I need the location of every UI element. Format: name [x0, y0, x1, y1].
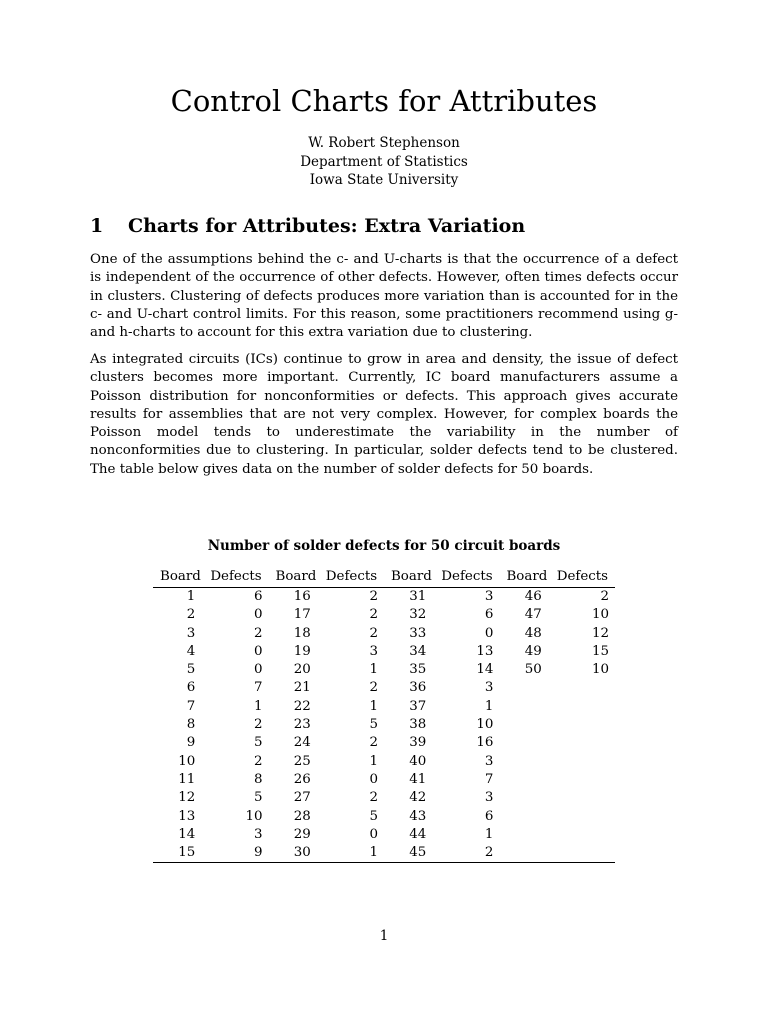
- board-cell: 20: [293, 662, 311, 678]
- defects-cell: 3: [484, 680, 494, 696]
- board-cell: 28: [293, 808, 311, 824]
- column-header-defects: Defects: [323, 568, 384, 588]
- defects-cell: 9: [207, 844, 268, 863]
- defects-cell: [554, 753, 615, 771]
- board-cell: 12: [178, 790, 196, 806]
- section-heading: [90, 214, 525, 238]
- defects-cell: 2: [369, 790, 378, 806]
- defects-cell: 7: [253, 680, 263, 696]
- board-cell: 34: [409, 643, 427, 659]
- defects-cell: 1: [369, 662, 378, 678]
- board-cell: 27: [293, 790, 311, 806]
- defects-cell: 6: [484, 607, 494, 623]
- defects-cell: 2: [600, 589, 609, 604]
- table-row: [153, 826, 615, 844]
- table-row: [153, 844, 615, 863]
- defects-cell: 1: [369, 698, 378, 714]
- section-title: Charts for Attributes: Extra Variation: [128, 215, 526, 237]
- defects-cell: [554, 734, 615, 752]
- defects-cell: 1: [323, 844, 384, 863]
- board-cell: [499, 844, 553, 863]
- defects-cell: 13: [476, 643, 494, 659]
- board-cell: 44: [409, 826, 427, 842]
- board-cell: 31: [409, 589, 427, 604]
- defects-cell: 0: [253, 607, 263, 623]
- defects-cell: [554, 698, 615, 716]
- table-row: [153, 679, 615, 697]
- board-cell: 5: [186, 662, 196, 678]
- defects-cell: [554, 716, 615, 734]
- defects-cell: 3: [369, 643, 378, 659]
- board-cell: 10: [178, 753, 196, 769]
- defects-cell: 2: [369, 735, 378, 751]
- board-cell: 43: [409, 808, 427, 824]
- board-cell: 19: [293, 643, 311, 659]
- defects-cell: [554, 679, 615, 697]
- defects-cell: 10: [476, 717, 494, 733]
- defects-cell: 2: [369, 589, 378, 604]
- defects-cell: 6: [253, 589, 263, 604]
- defects-cell: 10: [591, 607, 609, 623]
- board-cell: 2: [186, 607, 196, 623]
- board-cell: [499, 771, 553, 789]
- board-cell: 45: [384, 844, 438, 863]
- table-row: [153, 588, 615, 607]
- board-cell: 7: [186, 698, 196, 714]
- board-cell: [499, 789, 553, 807]
- board-cell: 26: [293, 771, 311, 787]
- defects-cell: 10: [245, 808, 263, 824]
- defects-cell: 0: [253, 662, 263, 678]
- defects-cell: 15: [591, 643, 609, 659]
- board-cell: 23: [293, 717, 311, 733]
- board-cell: 21: [293, 680, 311, 696]
- defects-cell: 0: [369, 826, 378, 842]
- board-cell: 30: [268, 844, 322, 863]
- board-cell: 38: [409, 717, 427, 733]
- defects-cell: [554, 789, 615, 807]
- board-cell: 36: [409, 680, 427, 696]
- solder-defects-table: [153, 568, 615, 863]
- board-cell: [499, 698, 553, 716]
- column-header-board: Board: [384, 568, 438, 588]
- defects-cell: 2: [253, 625, 263, 641]
- board-cell: [499, 826, 553, 844]
- defects-cell: 2: [253, 717, 263, 733]
- board-cell: 24: [293, 735, 311, 751]
- board-cell: 4: [186, 643, 196, 659]
- table-row: [153, 734, 615, 752]
- board-cell: 1: [186, 589, 196, 604]
- board-cell: 8: [186, 717, 196, 733]
- paragraph-1: One of the assumptions behind the c- and U-charts is that the occurrence of a defect is independent of the occurrence of other defects. However, often times defects occur in clusters. Clustering of defects produces more variation than is accounted for in the c- and U-chart control limits. For this reason, some practitioners recommend using g- and h-charts to account for this extra variation due to clustering.: [90, 252, 678, 341]
- board-cell: 6: [186, 680, 196, 696]
- defects-cell: 1: [369, 753, 378, 769]
- defects-cell: 5: [369, 808, 378, 824]
- board-cell: 13: [178, 808, 196, 824]
- defects-cell: 3: [484, 589, 494, 604]
- defects-cell: 3: [253, 826, 263, 842]
- board-cell: 3: [186, 625, 196, 641]
- board-cell: [499, 716, 553, 734]
- table-caption: Number of solder defects for 50 circuit boards: [207, 538, 561, 554]
- defects-cell: 5: [253, 790, 263, 806]
- defects-cell: 2: [369, 625, 378, 641]
- board-cell: 39: [409, 735, 427, 751]
- defects-cell: 16: [476, 735, 494, 751]
- column-header-board: Board: [268, 568, 322, 588]
- board-cell: 48: [524, 625, 542, 641]
- defects-cell: [554, 826, 615, 844]
- section-number: 1: [90, 215, 104, 237]
- page-number: 1: [379, 928, 389, 944]
- author-department: Department of Statistics: [300, 153, 468, 170]
- board-cell: [499, 734, 553, 752]
- board-cell: 32: [409, 607, 427, 623]
- author-institution: Iowa State University: [309, 172, 459, 188]
- defects-cell: [554, 844, 615, 863]
- defects-cell: 0: [253, 643, 263, 659]
- defects-cell: 12: [591, 625, 609, 641]
- column-header-defects: Defects: [554, 568, 615, 588]
- board-cell: 22: [293, 698, 311, 714]
- defects-cell: 6: [484, 808, 494, 824]
- defects-cell: 2: [369, 680, 378, 696]
- board-cell: 46: [524, 589, 542, 604]
- board-cell: 9: [186, 735, 196, 751]
- defects-cell: 5: [369, 717, 378, 733]
- defects-cell: 7: [484, 771, 494, 787]
- board-cell: 15: [153, 844, 207, 863]
- defects-cell: 1: [484, 698, 494, 714]
- author-block: [0, 134, 768, 190]
- defects-cell: 2: [438, 844, 499, 863]
- defects-cell: 0: [369, 771, 378, 787]
- defects-cell: [554, 808, 615, 826]
- table-header-row: [153, 568, 615, 588]
- defects-cell: 14: [476, 662, 494, 678]
- table-row: [153, 606, 615, 624]
- board-cell: 50: [524, 662, 542, 678]
- board-cell: 17: [293, 607, 311, 623]
- board-cell: 40: [409, 753, 427, 769]
- table-row: [153, 771, 615, 789]
- table-row: [153, 808, 615, 826]
- page-title: Control Charts for Attributes: [170, 84, 598, 118]
- defects-cell: 5: [253, 735, 263, 751]
- defects-cell: 3: [484, 753, 494, 769]
- defects-cell: [554, 771, 615, 789]
- table-row: [153, 643, 615, 661]
- table-row: [153, 753, 615, 771]
- board-cell: [499, 753, 553, 771]
- defects-cell: 0: [484, 625, 494, 641]
- table-body: [153, 588, 615, 863]
- defects-cell: 1: [484, 826, 494, 842]
- board-cell: [499, 808, 553, 826]
- column-header-defects: Defects: [207, 568, 268, 588]
- board-cell: 33: [409, 625, 427, 641]
- defects-cell: 8: [253, 771, 263, 787]
- board-cell: 41: [409, 771, 427, 787]
- board-cell: 47: [524, 607, 542, 623]
- defects-cell: 2: [253, 753, 263, 769]
- board-cell: 49: [524, 643, 542, 659]
- author-name: W. Robert Stephenson: [308, 135, 460, 151]
- board-cell: 14: [178, 826, 196, 842]
- table-row: [153, 661, 615, 679]
- board-cell: 42: [409, 790, 427, 806]
- paragraph-2: As integrated circuits (ICs) continue to grow in area and density, the issue of defect clusters becomes more important. Currently, IC board manufacturers assume a Poisson distribution for nonconformities or defects. This approach gives accurate results for assemblies that are not very complex. However, for complex boards the Poisson model tends to underestimate the variability in the number of nonconformities due to clustering. In particular, solder defects tend to be clustered. The table below gives data on the number of solder defects for 50 boards.: [90, 352, 678, 477]
- column-header-defects: Defects: [438, 568, 499, 588]
- defects-cell: 1: [253, 698, 263, 714]
- board-cell: 29: [293, 826, 311, 842]
- column-header-board: Board: [499, 568, 553, 588]
- board-cell: 25: [293, 753, 311, 769]
- board-cell: 35: [409, 662, 427, 678]
- board-cell: 16: [293, 589, 311, 604]
- table-row: [153, 625, 615, 643]
- board-cell: 11: [178, 771, 196, 787]
- board-cell: 18: [293, 625, 311, 641]
- table-row: [153, 716, 615, 734]
- table-row: [153, 698, 615, 716]
- board-cell: 37: [409, 698, 427, 714]
- table-row: [153, 789, 615, 807]
- column-header-board: Board: [153, 568, 207, 588]
- board-cell: [499, 679, 553, 697]
- defects-cell: 3: [484, 790, 494, 806]
- defects-cell: 2: [369, 607, 378, 623]
- defects-cell: 10: [591, 662, 609, 678]
